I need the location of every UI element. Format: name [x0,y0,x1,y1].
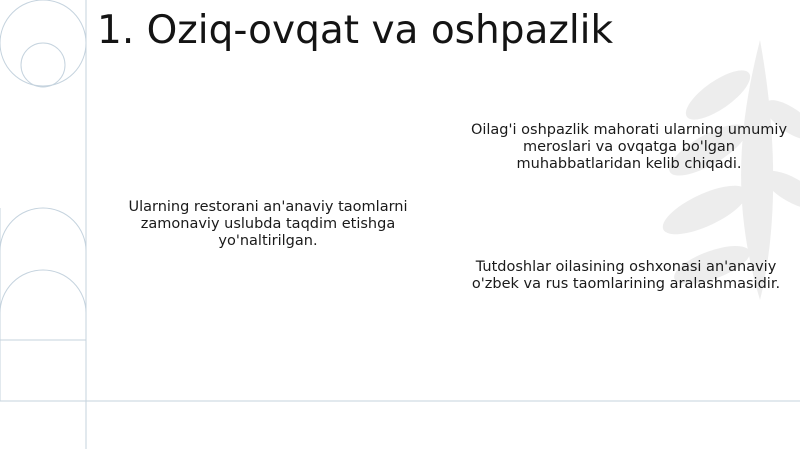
paragraph-family-cuisine: Tutdoshlar oilasining oshxonasi an'anaviy o'zbek va rus taomlarining aralashmasidir. [471,259,781,292]
paragraph-restaurant-style: Ularning restorani an'anaviy taomlarni zamonaviy uslubda taqdim etishga yo'naltirilgan. [128,199,408,249]
paragraph-cooking-heritage: Oilag'i oshpazlik mahorati ularning umumiy meroslari va ovqatga bo'lgan muhabbatlaridan kelib chiqadi. [470,122,788,172]
slide-title: 1. Oziq-ovqat va oshpazlik [97,8,614,53]
